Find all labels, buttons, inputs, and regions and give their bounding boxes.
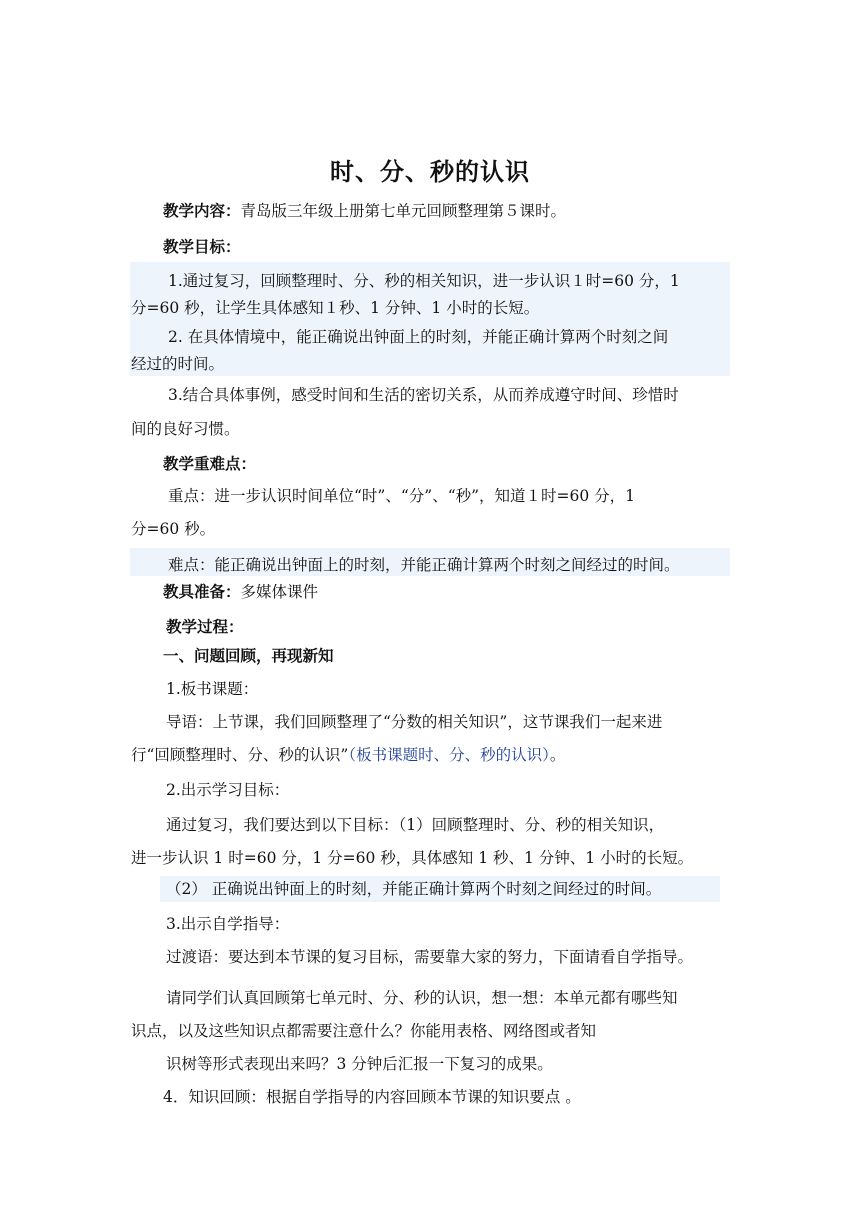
- item-2-line-2: 进一步认识 1 时=60 分，1 分=60 秒，具体感知 1 秒、1 分钟、1 小时的长短。: [131, 849, 694, 867]
- goal-3-line-2: 间的良好习惯。: [131, 420, 240, 438]
- item-2-heading: 2.出示学习目标：: [166, 781, 290, 799]
- teaching-content-text: 青岛版三年级上册第七单元回顾整理第５课时。: [240, 202, 567, 220]
- item-3-line-1: 过渡语：要达到本节课的复习目标，需要靠大家的努力，下面请看自学指导。: [166, 948, 694, 966]
- item-3-line-2: 请同学们认真回顾第七单元时、分、秒的认识，想一想：本单元都有哪些知: [166, 989, 678, 1007]
- goal-1-line-1: 1.通过复习，回顾整理时、分、秒的相关知识，进一步认识１时=60 分，1: [168, 272, 680, 290]
- item-3-line-3: 识点，以及这些知识点都需要注意什么？你能用表格、网络图或者知: [131, 1022, 597, 1040]
- key-point-line-1: 重点：进一步认识时间单位“时”、“分”、“秒”，知道１时=60 分，1: [168, 487, 636, 505]
- goal-2-line-2: 经过的时间。: [131, 355, 225, 373]
- goal-1-line-2: 分=60 秒，让学生具体感知１秒、1 分钟、1 小时的长短。: [131, 299, 540, 317]
- page-title: 时、分、秒的认识: [330, 158, 530, 186]
- item-1-line-1: 导语：上节课，我们回顾整理了“分数的相关知识”，这节课我们一起来进: [166, 713, 663, 731]
- item-3-heading: 3.出示自学指导：: [166, 915, 290, 933]
- item-1-line-2-end: 。: [549, 746, 566, 764]
- teaching-tools-label: 教具准备：: [163, 583, 241, 601]
- item-2-line-3: （2） 正确说出钟面上的时刻，并能正确计算两个时刻之间经过的时间。: [166, 880, 662, 898]
- process-label: 教学过程：: [166, 618, 244, 636]
- item-4-line: 4．知识回顾：根据自学指导的内容回顾本节课的知识要点 。: [163, 1088, 581, 1106]
- goal-3-line-1: 3.结合具体事例，感受时间和生活的密切关系，从而养成遵守时间、珍惜时: [168, 386, 679, 404]
- item-2-line-1: 通过复习，我们要达到以下目标：（1）回顾整理时、分、秒的相关知识，: [166, 816, 665, 834]
- key-point-line-2: 分=60 秒。: [131, 520, 216, 538]
- goal-2-line-1: 2. 在具体情境中，能正确说出钟面上的时刻，并能正确计算两个时刻之间: [168, 328, 669, 346]
- difficulty-line: 难点：能正确说出钟面上的时刻，并能正确计算两个时刻之间经过的时间。: [168, 556, 680, 574]
- item-1-line-2-paren: （板书课题时、分、秒的认识）: [348, 746, 550, 764]
- item-1-line-2: [131, 744, 565, 766]
- teaching-content-label: 教学内容：: [163, 202, 241, 220]
- teaching-tools-text: 多媒体课件: [240, 583, 319, 601]
- item-1-heading: 1.板书课题：: [166, 680, 259, 698]
- teaching-tools: [163, 581, 318, 603]
- key-points-label: 教学重难点：: [163, 455, 257, 473]
- item-3-line-4: 识树等形式表现出来吗？3 分钟后汇报一下复习的成果。: [166, 1055, 553, 1073]
- section-1-heading: 一、问题回顾，再现新知: [163, 647, 334, 665]
- item-1-line-2-text: 行“回顾整理时、分、秒的认识”: [131, 746, 349, 764]
- teaching-goals-label: 教学目标：: [163, 238, 241, 256]
- teaching-content: [163, 200, 566, 222]
